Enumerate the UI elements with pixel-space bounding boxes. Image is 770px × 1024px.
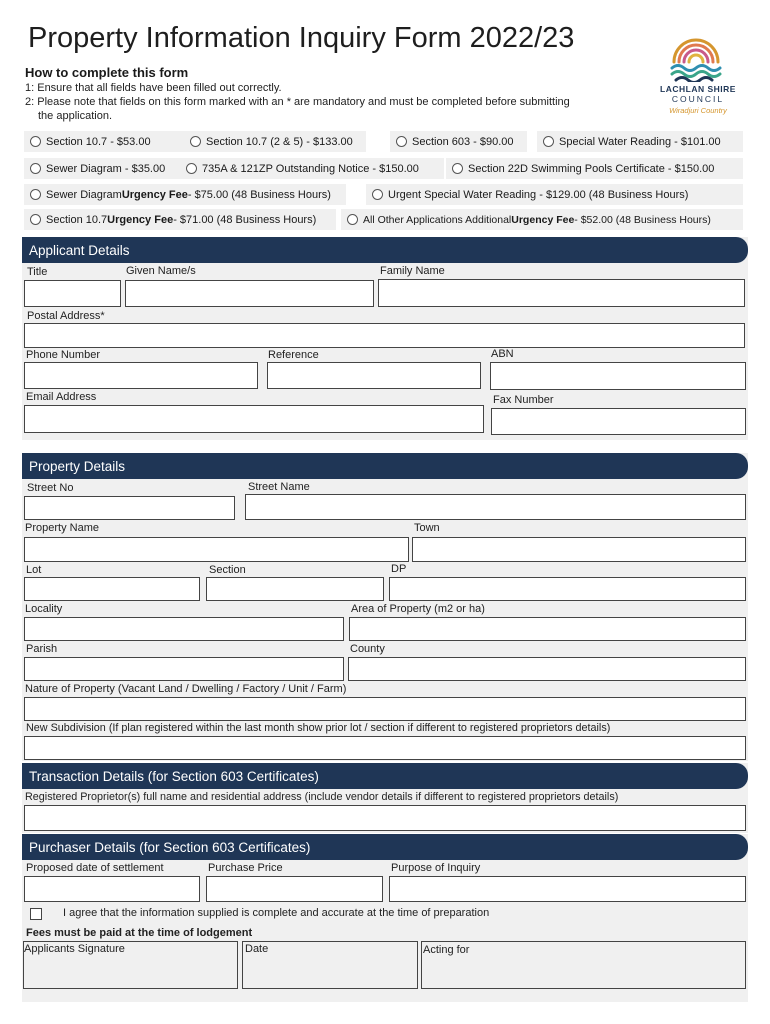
town-field[interactable] — [412, 537, 746, 562]
option-sewer-diagram[interactable]: Sewer Diagram - $35.00 — [24, 158, 180, 179]
how-to-heading: How to complete this form — [25, 65, 189, 80]
street-no-label: Street No — [27, 482, 74, 494]
instruction-2: 2: Please note that fields on this form marked with an * are mandatory and must be completed before submitting — [25, 96, 570, 108]
logo-line3: Wiradjuri Country — [669, 106, 727, 115]
family-name-field[interactable] — [378, 279, 745, 307]
fax-label: Fax Number — [493, 394, 554, 406]
instruction-1: 1: Ensure that all fields have been filled out correctly. — [25, 82, 282, 94]
area-label: Area of Property (m2 or ha) — [351, 603, 485, 615]
applicant-header: Applicant Details — [22, 237, 748, 263]
abn-label: ABN — [491, 348, 514, 360]
proprietor-field[interactable] — [24, 805, 746, 831]
section-label: Section — [209, 564, 246, 576]
option-swimming-pools-certificate[interactable]: Section 22D Swimming Pools Certificate - $150.00 — [446, 158, 743, 179]
phone-field[interactable] — [24, 362, 258, 389]
street-no-field[interactable] — [24, 496, 235, 520]
property-name-field[interactable] — [24, 537, 409, 562]
council-logo-icon — [668, 30, 724, 82]
date-field[interactable] — [242, 941, 418, 989]
dp-label: DP — [391, 563, 407, 575]
option-section-10-7-2-5[interactable]: Section 10.7 (2 & 5) - $133.00 — [184, 131, 366, 152]
fax-field[interactable] — [491, 408, 746, 435]
radio-icon[interactable] — [543, 136, 554, 147]
street-name-label: Street Name — [248, 481, 310, 493]
nature-field[interactable] — [24, 697, 746, 721]
logo-line2: COUNCIL — [671, 94, 725, 104]
price-field[interactable] — [206, 876, 383, 902]
agree-checkbox[interactable] — [30, 908, 42, 920]
title-field[interactable] — [24, 280, 121, 307]
locality-label: Locality — [25, 603, 63, 615]
given-names-label: Given Name/s — [126, 265, 196, 277]
option-section-603[interactable]: Section 603 - $90.00 — [390, 131, 527, 152]
radio-icon[interactable] — [452, 163, 463, 174]
option-special-water-reading[interactable]: Special Water Reading - $101.00 — [537, 131, 743, 152]
fees-note: Fees must be paid at the time of lodgement — [26, 927, 253, 939]
option-section-10-7-urgency[interactable]: Section 10.7 Urgency Fee - $71.00 (48 Business Hours) — [24, 209, 336, 230]
radio-icon[interactable] — [396, 136, 407, 147]
subdivision-field[interactable] — [24, 736, 746, 760]
property-name-label: Property Name — [25, 522, 99, 534]
postal-address-label: Postal Address* — [27, 310, 105, 322]
signature-field[interactable] — [23, 941, 238, 989]
date-label: Date — [245, 943, 269, 955]
subdivision-label: New Subdivision (If plan registered within the last month show prior lot / section if different to registered proprietors details) — [26, 722, 611, 734]
lot-field[interactable] — [24, 577, 200, 601]
postal-address-field[interactable] — [24, 323, 745, 348]
option-section-10-7[interactable]: Section 10.7 - $53.00 — [24, 131, 184, 152]
settlement-label: Proposed date of settlement — [26, 862, 164, 874]
section-field[interactable] — [206, 577, 384, 601]
purpose-field[interactable] — [389, 876, 746, 902]
acting-for-label: Acting for — [423, 944, 470, 956]
logo-line1: LACHLAN SHIRE — [660, 84, 736, 94]
county-field[interactable] — [348, 657, 746, 681]
acting-for-field[interactable] — [421, 941, 746, 989]
given-names-field[interactable] — [125, 280, 374, 307]
reference-label: Reference — [268, 349, 319, 361]
purchaser-header: Purchaser Details (for Section 603 Certificates) — [22, 834, 748, 860]
price-label: Purchase Price — [208, 862, 283, 874]
agree-label: I agree that the information supplied is complete and accurate at the time of preparation — [63, 907, 490, 919]
option-outstanding-notice[interactable]: 735A & 121ZP Outstanding Notice - $150.00 — [180, 158, 444, 179]
instruction-2-cont: the application. — [38, 110, 112, 122]
radio-icon[interactable] — [30, 214, 41, 225]
abn-field[interactable] — [490, 362, 746, 390]
town-label: Town — [414, 522, 440, 534]
radio-icon[interactable] — [30, 163, 41, 174]
dp-field[interactable] — [389, 577, 746, 601]
family-name-label: Family Name — [380, 265, 445, 277]
radio-icon[interactable] — [347, 214, 358, 225]
lot-label: Lot — [26, 564, 42, 576]
radio-icon[interactable] — [190, 136, 201, 147]
option-sewer-diagram-urgency[interactable]: Sewer Diagram Urgency Fee - $75.00 (48 Business Hours) — [24, 184, 346, 205]
transaction-header: Transaction Details (for Section 603 Certificates) — [22, 763, 748, 789]
email-label: Email Address — [26, 391, 97, 403]
parish-field[interactable] — [24, 657, 344, 681]
locality-field[interactable] — [24, 617, 344, 641]
area-field[interactable] — [349, 617, 746, 641]
parish-label: Parish — [26, 643, 58, 655]
option-urgent-special-water-reading[interactable]: Urgent Special Water Reading - $129.00 (48 Business Hours) — [366, 184, 743, 205]
radio-icon[interactable] — [30, 189, 41, 200]
settlement-field[interactable] — [24, 876, 200, 902]
proprietor-label: Registered Proprietor(s) full name and residential address (include vendor details if different to registered proprietors details) — [25, 791, 619, 803]
radio-icon[interactable] — [372, 189, 383, 200]
purpose-label: Purpose of Inquiry — [391, 862, 481, 874]
phone-label: Phone Number — [26, 349, 100, 361]
signature-label: Applicants Signature — [24, 943, 125, 955]
county-label: County — [350, 643, 385, 655]
radio-icon[interactable] — [30, 136, 41, 147]
email-field[interactable] — [24, 405, 484, 433]
form-title: Property Information Inquiry Form 2022/23 — [28, 22, 575, 54]
reference-field[interactable] — [267, 362, 481, 389]
nature-label: Nature of Property (Vacant Land / Dwelling / Factory / Unit / Farm) — [25, 683, 347, 695]
option-all-other-urgency[interactable]: All Other Applications Additional Urgency Fee - $52.00 (48 Business Hours) — [341, 209, 743, 230]
radio-icon[interactable] — [186, 163, 197, 174]
street-name-field[interactable] — [245, 494, 746, 520]
title-label: Title — [27, 266, 48, 278]
property-header: Property Details — [22, 453, 748, 479]
